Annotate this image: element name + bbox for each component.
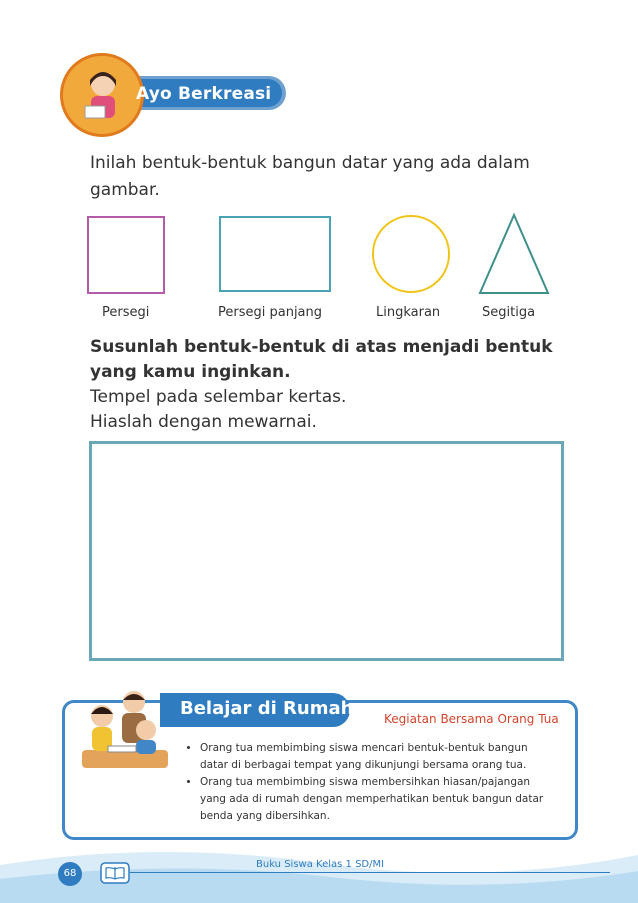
instructions: [90, 335, 570, 435]
home-title: Belajar di Rumah: [180, 698, 354, 719]
home-bullet-2: • Orang tua membimbing siswa membersihkan hiasan/pajangan yang ada di rumah dengan memperhatikan bentuk bangun datar benda yang dibersihkan.: [200, 774, 556, 825]
instruction-bold: Susunlah bentuk-bentuk di atas menjadi bentuk yang kamu inginkan.: [90, 337, 553, 382]
page-number: 68: [58, 862, 82, 886]
work-area-box: [89, 441, 564, 661]
rectangle-shape: [220, 217, 330, 291]
home-subtitle: Kegiatan Bersama Orang Tua: [384, 712, 559, 726]
label-persegi-panjang: Persegi panjang: [218, 305, 323, 320]
instruction-line-2: Tempel pada selembar kertas.: [90, 387, 347, 407]
shapes-row: [80, 205, 560, 305]
girl-reading-illustration: [60, 53, 144, 137]
footer-rule: [130, 872, 610, 873]
square-shape: [88, 217, 164, 293]
label-segitiga: Segitiga: [482, 305, 536, 320]
label-persegi: Persegi: [102, 305, 150, 320]
circle-shape: [373, 216, 449, 292]
section-title: Ayo Berkreasi: [136, 84, 272, 104]
book-icon: [100, 862, 130, 888]
label-lingkaran: Lingkaran: [376, 305, 441, 320]
home-bullets: [186, 740, 556, 825]
intro-text: Inilah bentuk-bentuk bangun datar yang ada dalam gambar.: [90, 153, 530, 200]
footer-book-title: Buku Siswa Kelas 1 SD/MI: [256, 859, 385, 870]
home-bullet-1: • Orang tua membimbing siswa mencari bentuk-bentuk bangun datar di berbagai tempat yang dikunjungi bersama orang tua.: [200, 740, 556, 774]
instruction-line-3: Hiaslah dengan mewarnai.: [90, 412, 317, 432]
footer-wave: [0, 845, 638, 903]
triangle-shape: [480, 215, 548, 293]
